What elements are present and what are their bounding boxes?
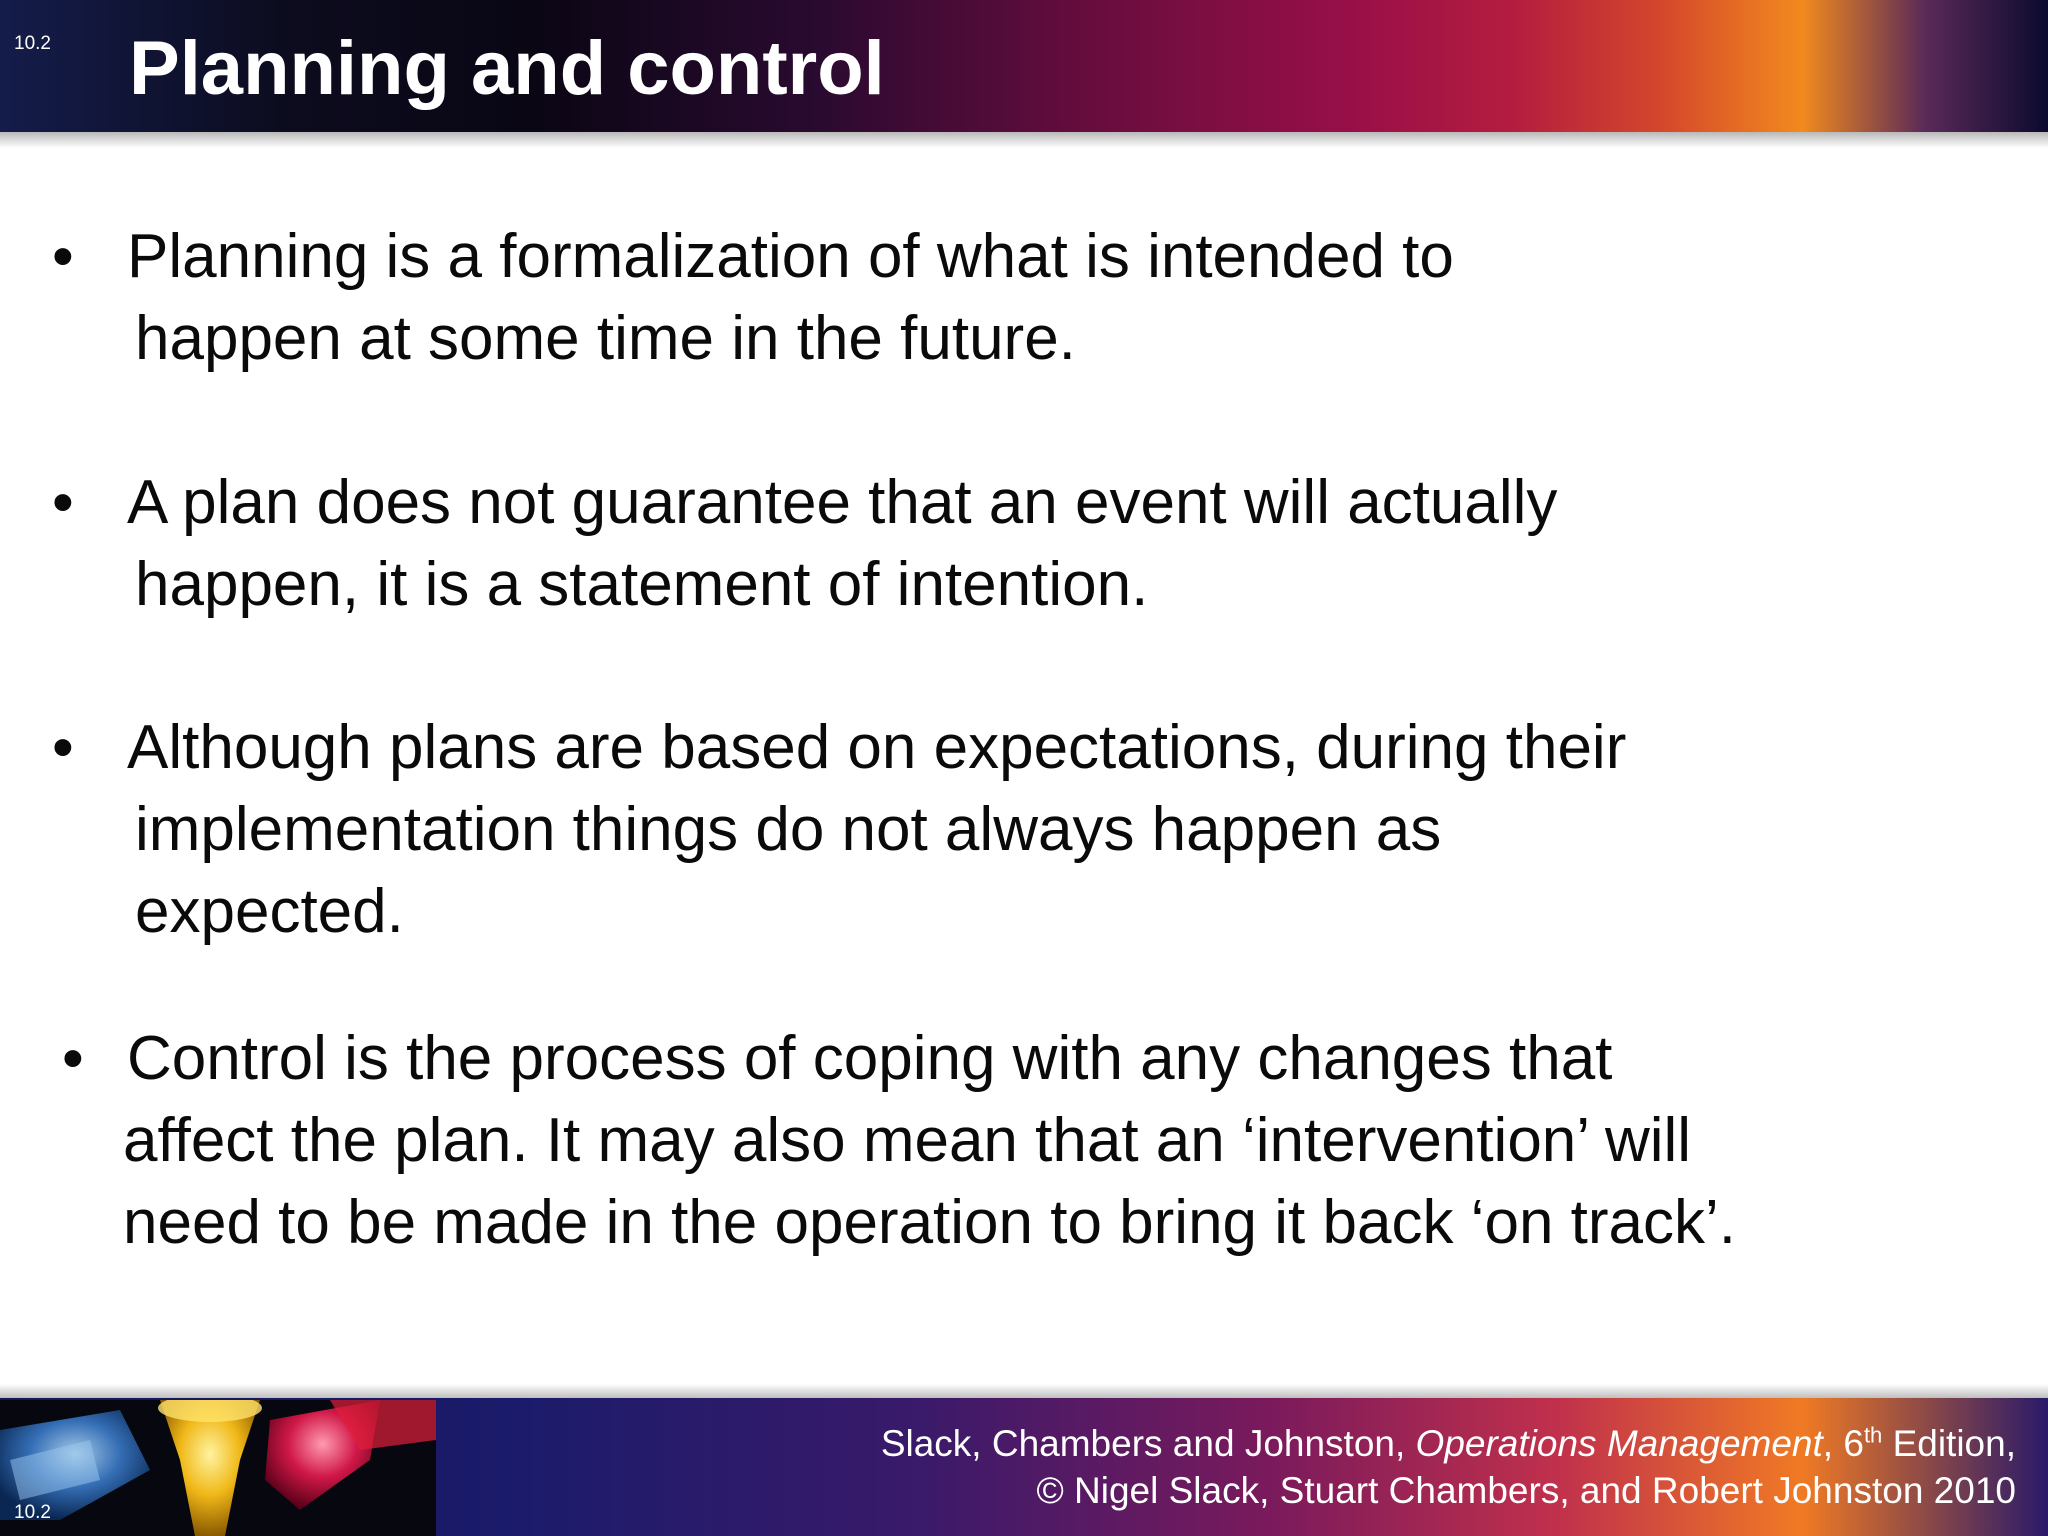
citation-authors: Slack, Chambers and Johnston, <box>880 1423 1416 1464</box>
citation-line-1 <box>881 1420 2016 1467</box>
bullet-glyph: • <box>62 1024 84 1093</box>
bullet-glyph: • <box>52 713 74 782</box>
bullet-3-line-1: Although plans are based on expectations, during their <box>127 713 1627 782</box>
bullet-2-line-1: A plan does not guarantee that an event will actually <box>127 468 1558 537</box>
footer-shadow <box>0 1384 2048 1398</box>
bullet-glyph: • <box>52 468 74 537</box>
slide-number-bottom: 10.2 <box>14 1502 51 1523</box>
bullet-4-line-2: affect the plan. It may also mean that an ‘intervention’ will <box>123 1106 1692 1175</box>
bullet-glyph: • <box>52 222 74 291</box>
footer-funnel-image <box>0 1400 436 1536</box>
bullet-3-line-2: implementation things do not always happen as <box>135 795 1442 864</box>
bullet-4-line-1: Control is the process of coping with any changes that <box>127 1024 1613 1093</box>
funnels-illustration <box>0 1400 436 1536</box>
footer-citation <box>881 1420 2016 1514</box>
citation-book-title: Operations Management <box>1415 1423 1823 1464</box>
bullet-1-line-1: Planning is a formalization of what is intended to <box>127 222 1454 291</box>
citation-edition-word: Edition, <box>1882 1423 2016 1464</box>
bullet-1-line-2: happen at some time in the future. <box>135 304 1076 373</box>
citation-copyright: © Nigel Slack, Stuart Chambers, and Robert Johnston 2010 <box>1036 1470 2016 1511</box>
bullet-2-line-2: happen, it is a statement of intention. <box>135 550 1149 619</box>
bullet-4-line-3: need to be made in the operation to bring it back ‘on track’. <box>123 1188 1736 1257</box>
citation-edition-suffix: th <box>1863 1422 1883 1448</box>
bullet-3-line-3: expected. <box>135 877 404 946</box>
slide-number-top: 10.2 <box>14 33 51 54</box>
title-bar-shadow <box>0 132 2048 148</box>
slide-title: Planning and control <box>129 26 885 111</box>
citation-edition-number: , 6 <box>1822 1423 1864 1464</box>
